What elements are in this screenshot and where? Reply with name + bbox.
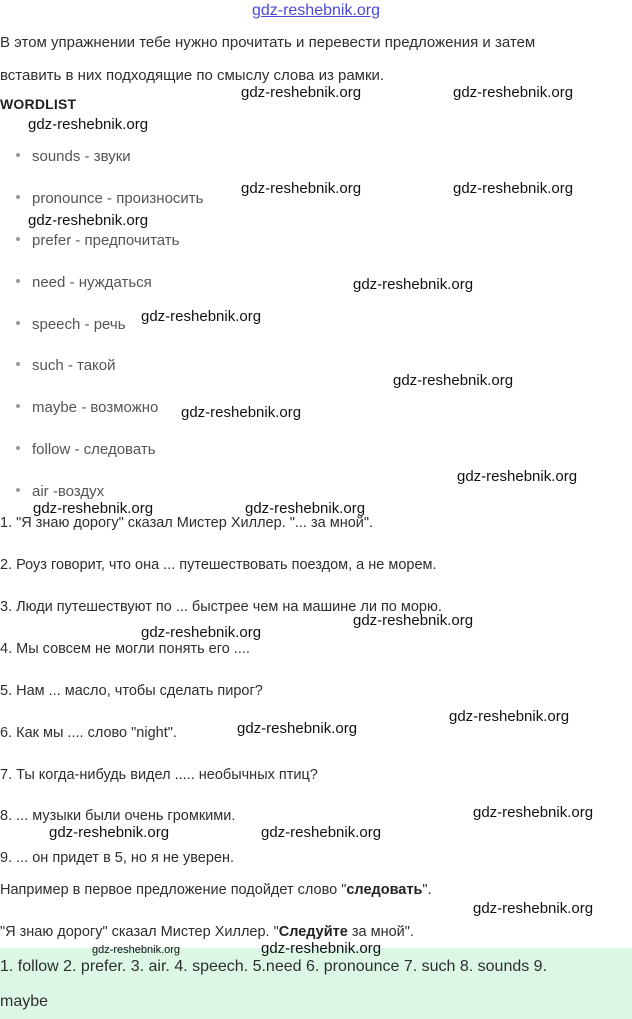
sentence-6: 6. Как мы .... слово "night". [0,725,177,741]
wordlist-item: pronounce - произносить [16,190,203,207]
bullet-icon [16,404,20,408]
example-word: следовать [346,882,423,898]
header-watermark-link[interactable]: gdz-reshebnik.org [251,2,381,19]
wordlist-item: follow - следовать [16,441,156,458]
wordlist-item: prefer - предпочитать [16,232,179,249]
watermark-text: gdz-reshebnik.org [393,372,514,389]
wordlist-item: need - нуждаться [16,274,152,291]
watermark-text: gdz-reshebnik.org [449,708,570,725]
bullet-icon [16,237,20,241]
wordlist-heading: WORDLIST [0,96,77,112]
sentence-7: 7. Ты когда-нибудь видел ..... необычных птиц? [0,767,318,783]
bullet-icon [16,321,20,325]
intro-line-1: В этом упражнении тебе нужно прочитать и перевести предложения и затем [0,34,536,51]
watermark-text: gdz-reshebnik.org [453,84,574,101]
sentence-1: 1. "Я знаю дорогу" сказал Мистер Хиллер. "... за мной". [0,515,374,531]
watermark-text: gdz-reshebnik.org [141,308,262,325]
sentence-9: 9. ... он придет в 5, но я не уверен. [0,850,235,866]
watermark-text: gdz-reshebnik.org [453,180,574,197]
sentence-8: 8. ... музыки были очень громкими. [0,808,236,824]
watermark-text: gdz-reshebnik.org [33,500,154,517]
sentence-5: 5. Нам ... масло, чтобы сделать пирог? [0,683,263,699]
watermark-text: gdz-reshebnik.org [261,824,382,841]
watermark-text: gdz-reshebnik.org [92,944,181,956]
bullet-icon [16,362,20,366]
wordlist-item: maybe - возможно [16,399,158,416]
watermark-text: gdz-reshebnik.org [49,824,170,841]
watermark-text: gdz-reshebnik.org [28,212,149,229]
watermark-text: gdz-reshebnik.org [473,804,594,821]
answers-line-2: maybe [0,993,49,1010]
watermark-text: gdz-reshebnik.org [241,180,362,197]
sentence-4: 4. Мы совсем не могли понять его .... [0,641,250,657]
watermark-text: gdz-reshebnik.org [353,612,474,629]
intro-line-2: вставить в них подходящие по смыслу слова из рамки. [0,67,385,84]
watermark-text: gdz-reshebnik.org [181,404,302,421]
sentence-2: 2. Роуз говорит, что она ... путешествовать поездом, а не морем. [0,557,437,573]
watermark-text: gdz-reshebnik.org [28,116,149,133]
example-quote-word: Следуйте [278,924,348,940]
example-line: Например в первое предложение подойдет слово "следовать". [0,882,432,898]
wordlist-item: speech - речь [16,316,126,333]
watermark-text: gdz-reshebnik.org [241,84,362,101]
bullet-icon [16,279,20,283]
bullet-icon [16,195,20,199]
bullet-icon [16,488,20,492]
bullet-icon [16,153,20,157]
watermark-text: gdz-reshebnik.org [457,468,578,485]
watermark-text: gdz-reshebnik.org [237,720,358,737]
wordlist-item: sounds - звуки [16,148,131,165]
answers-line-1: 1. follow 2. prefer. 3. air. 4. speech. 5.need 6. pronounce 7. such 8. sounds 9. [0,958,548,975]
watermark-text: gdz-reshebnik.org [353,276,474,293]
example-quote: "Я знаю дорогу" сказал Мистер Хиллер. "Следуйте за мной". [0,924,414,940]
watermark-text: gdz-reshebnik.org [473,900,594,917]
sentence-3: 3. Люди путешествуют по ... быстрее чем на машине ли по морю. [0,599,442,615]
wordlist-item: such - такой [16,357,116,374]
wordlist-item: air -воздух [16,483,104,500]
watermark-text: gdz-reshebnik.org [261,940,382,957]
bullet-icon [16,446,20,450]
watermark-text: gdz-reshebnik.org [245,500,366,517]
watermark-text: gdz-reshebnik.org [141,624,262,641]
